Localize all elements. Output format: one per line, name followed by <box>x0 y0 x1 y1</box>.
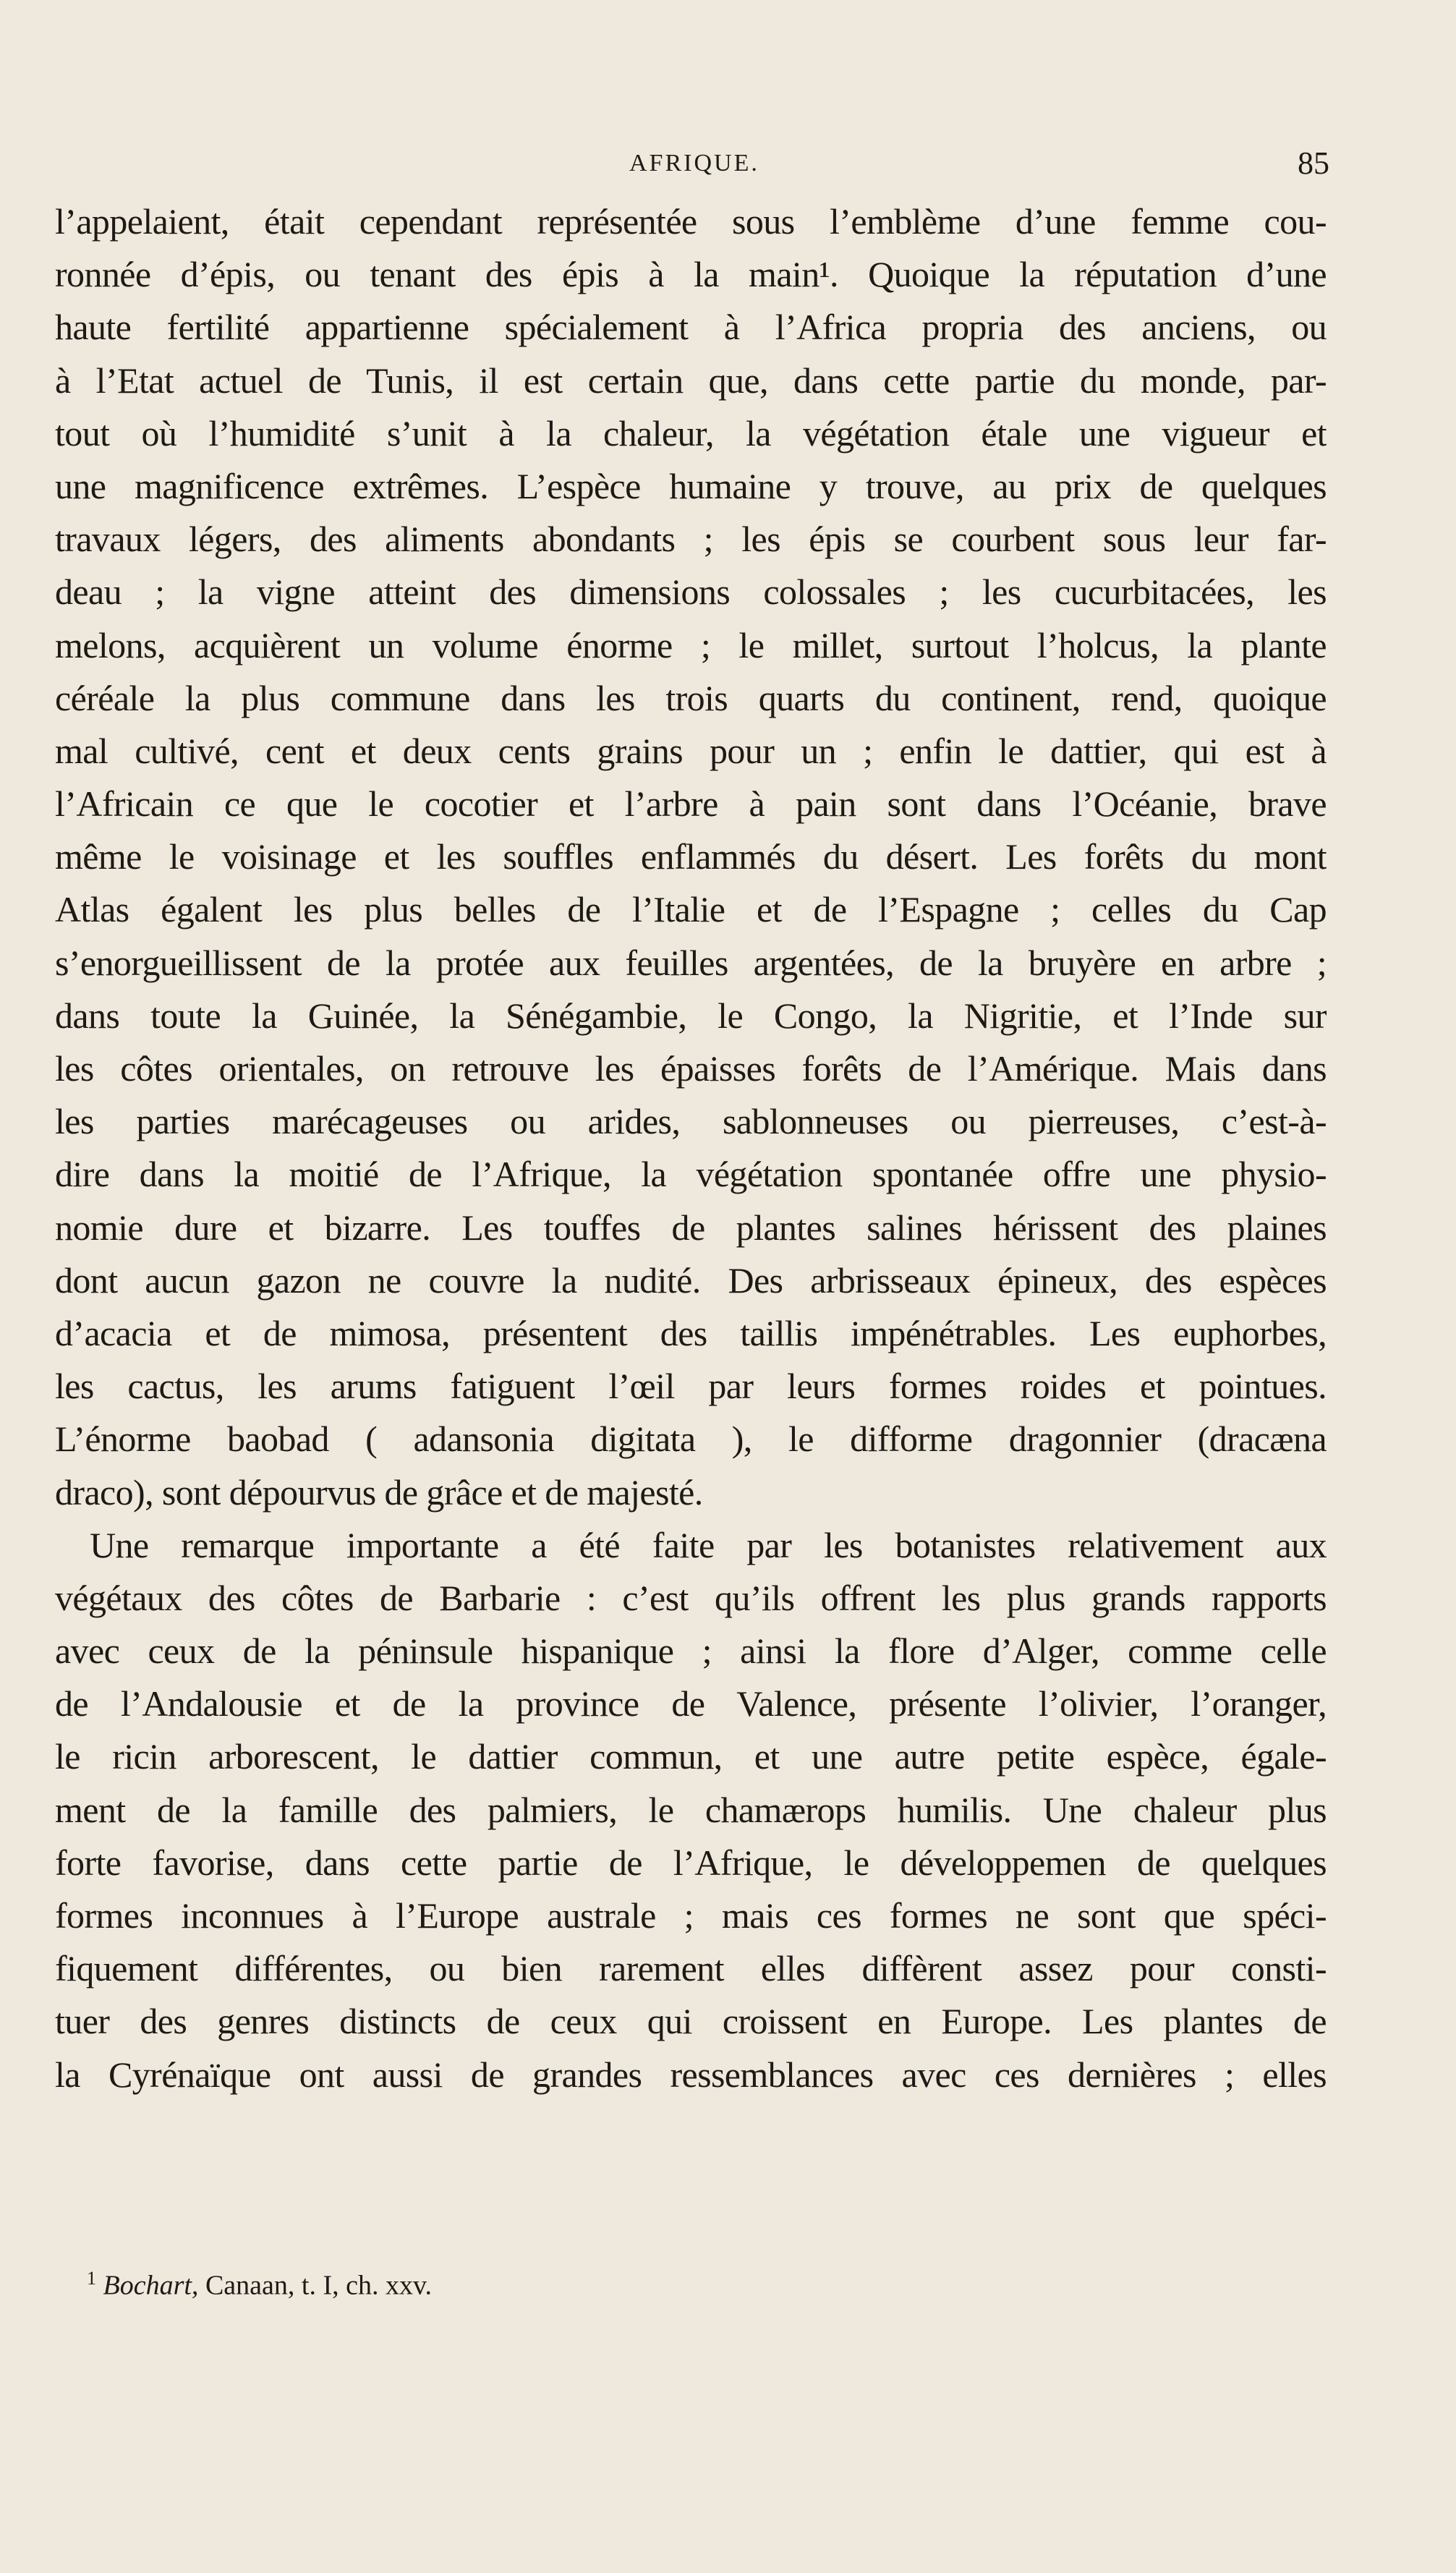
text-line: l’appelaient, était cependant représentée sous l’emblème d’une femme cou- <box>55 201 1327 242</box>
text-line: tuer des genres distincts de ceux qui croissent en Europe. Les plantes de <box>55 2001 1327 2042</box>
text-line: dans toute la Guinée, la Sénégambie, le Congo, la Nigritie, et l’Inde sur <box>55 995 1327 1036</box>
text-line: mal cultivé, cent et deux cents grains pour un ; enfin le dattier, qui est à <box>55 730 1327 771</box>
text-line: une magnificence extrêmes. L’espèce humaine y trouve, au prix de quelques <box>55 465 1327 506</box>
footnote-marker: 1 <box>87 2268 96 2289</box>
text-line: Atlas égalent les plus belles de l’Italie et de l’Espagne ; celles du Cap <box>55 889 1327 930</box>
paragraph-first-line: Une remarque importante a été faite par les botanistes relativement aux <box>90 1524 1327 1565</box>
text-line: le ricin arborescent, le dattier commun, et une autre petite espèce, égale- <box>55 1736 1327 1777</box>
text-line: les parties marécageuses ou arides, sablonneuses ou pierreuses, c’est-à- <box>55 1101 1327 1142</box>
body-text <box>55 195 1327 2101</box>
text-line: dire dans la moitié de l’Afrique, la végétation spontanée offre une physio- <box>55 1154 1327 1195</box>
running-head <box>0 142 1456 185</box>
text-line: ronnée d’épis, ou tenant des épis à la main¹. Quoique la réputation d’une <box>55 254 1327 295</box>
text-line: dont aucun gazon ne couvre la nudité. Des arbrisseaux épineux, des espèces <box>55 1259 1327 1301</box>
text-line: tout où l’humidité s’unit à la chaleur, la végétation étale une vigueur et <box>55 412 1327 454</box>
text-line: ment de la famille des palmiers, le chamærops humilis. Une chaleur plus <box>55 1789 1327 1830</box>
text-line: à l’Etat actuel de Tunis, il est certain que, dans cette partie du monde, par- <box>55 360 1327 401</box>
text-line: travaux légers, des aliments abondants ; les épis se courbent sous leur far- <box>55 519 1327 560</box>
text-line: haute fertilité appartienne spécialement à l’Africa propria des anciens, ou <box>55 307 1327 348</box>
footnote-author: Bochart, <box>103 2270 199 2301</box>
text-line: de l’Andalousie et de la province de Valence, présente l’olivier, l’oranger, <box>55 1683 1327 1724</box>
text-line: d’acacia et de mimosa, présentent des taillis impénétrables. Les euphorbes, <box>55 1312 1327 1353</box>
text-line: l’Africain ce que le cocotier et l’arbre à pain sont dans l’Océanie, brave <box>55 783 1327 825</box>
paragraph-last-line: draco), sont dépourvus de grâce et de majesté. <box>55 1471 703 1513</box>
text-line: melons, acquièrent un volume énorme ; le millet, surtout l’holcus, la plante <box>55 624 1327 665</box>
text-line: nomie dure et bizarre. Les touffes de plantes salines hérissent des plaines <box>55 1207 1327 1248</box>
page-number: 85 <box>1298 145 1329 181</box>
text-line: végétaux des côtes de Barbarie : c’est qu’ils offrent les plus grands rapports <box>55 1577 1327 1618</box>
text-line: deau ; la vigne atteint des dimensions colossales ; les cucurbitacées, les <box>55 571 1327 613</box>
text-line: formes inconnues à l’Europe australe ; mais ces formes ne sont que spéci- <box>55 1895 1327 1936</box>
text-line: forte favorise, dans cette partie de l’Afrique, le développemen de quelques <box>55 1842 1327 1883</box>
text-line: fiquement différentes, ou bien rarement elles diffèrent assez pour consti- <box>55 1948 1327 1989</box>
text-line: avec ceux de la péninsule hispanique ; ainsi la flore d’Alger, comme celle <box>55 1630 1327 1672</box>
text-line: les cactus, les arums fatiguent l’œil par leurs formes roides et pointues. <box>55 1366 1327 1407</box>
text-line: s’enorgueillissent de la protée aux feuilles argentées, de la bruyère en arbre ; <box>55 942 1327 983</box>
footnote-text: Canaan, t. I, ch. xxv. <box>198 2270 432 2301</box>
text-line: L’énorme baobad ( adansonia digitata ), le difforme dragonnier (dracæna <box>55 1419 1327 1460</box>
text-line: les côtes orientales, on retrouve les épaisses forêts de l’Amérique. Mais dans <box>55 1048 1327 1089</box>
running-title: AFRIQUE. <box>629 150 759 177</box>
footnote <box>87 2257 432 2308</box>
text-line: même le voisinage et les souffles enflammés du désert. Les forêts du mont <box>55 836 1327 877</box>
text-line: la Cyrénaïque ont aussi de grandes ressemblances avec ces dernières ; elles <box>55 2054 1327 2095</box>
text-line: céréale la plus commune dans les trois quarts du continent, rend, quoique <box>55 677 1327 718</box>
